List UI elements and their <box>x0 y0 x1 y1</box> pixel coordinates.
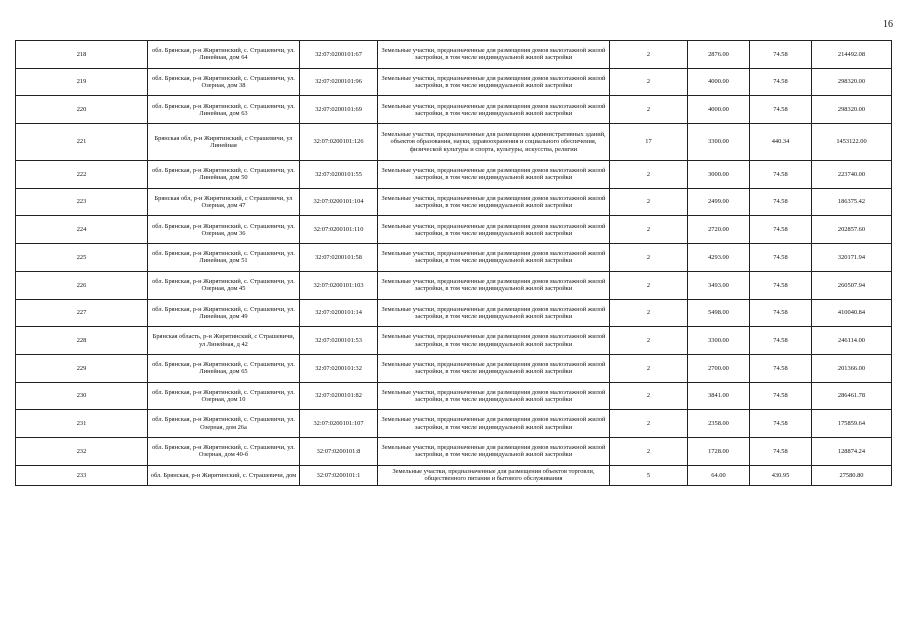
row-number-cell: 222 <box>16 161 148 189</box>
cadastral-value-cell: 410040.84 <box>812 299 892 327</box>
group-cell: 2 <box>610 216 688 244</box>
address-cell: обл. Брянская, р-н Жирятинский, с. Страшевичи, дом <box>148 465 300 485</box>
cadastral-number-cell: 32:07:0200101:104 <box>300 188 378 216</box>
address-cell: обл. Брянская, р-н Жирятинский, с. Страшевичи, ул. Линейная, дом 51 <box>148 244 300 272</box>
cadastral-value-cell: 128874.24 <box>812 437 892 465</box>
area-cell: 5498.00 <box>688 299 750 327</box>
address-cell: обл. Брянская, р-н Жирятинский, с. Страшевичи, ул. Озерная, дом 26а <box>148 410 300 438</box>
cadastral-number-cell: 32:07:0200101:53 <box>300 327 378 355</box>
group-cell: 2 <box>610 354 688 382</box>
area-cell: 2358.00 <box>688 410 750 438</box>
table-row <box>16 382 892 410</box>
specific-value-cell: 74.58 <box>750 382 812 410</box>
group-cell: 2 <box>610 68 688 96</box>
area-cell: 3300.00 <box>688 124 750 161</box>
cadastral-value-cell: 298320.00 <box>812 96 892 124</box>
address-cell: обл. Брянская, р-н Жирятинский, с. Страшевичи, ул. Озерная, дом 10 <box>148 382 300 410</box>
land-use-cell: Земельные участки, предназначенные для размещения домов малоэтажной жилой застройки, в том числе индивидуальной жилой застройки <box>378 161 610 189</box>
row-number-cell: 220 <box>16 96 148 124</box>
cadastral-value-cell: 246114.00 <box>812 327 892 355</box>
table-row <box>16 437 892 465</box>
cadastral-value-cell: 260507.94 <box>812 271 892 299</box>
cadastral-value-cell: 223740.00 <box>812 161 892 189</box>
group-cell: 2 <box>610 188 688 216</box>
cadastral-value-cell: 214492.08 <box>812 41 892 69</box>
row-number-cell: 230 <box>16 382 148 410</box>
specific-value-cell: 74.58 <box>750 327 812 355</box>
table-row <box>16 216 892 244</box>
address-cell: обл. Брянская, р-н Жирятинский, с. Страшевичи, ул. Линейная, дом 65 <box>148 354 300 382</box>
area-cell: 3841.00 <box>688 382 750 410</box>
land-use-cell: Земельные участки, предназначенные для размещения домов малоэтажной жилой застройки, в том числе индивидуальной жилой застройки <box>378 96 610 124</box>
area-cell: 4000.00 <box>688 96 750 124</box>
cadastral-number-cell: 32:07:0200101:82 <box>300 382 378 410</box>
area-cell: 2876.00 <box>688 41 750 69</box>
row-number-cell: 232 <box>16 437 148 465</box>
cadastral-number-cell: 32:07:0200101:126 <box>300 124 378 161</box>
land-use-cell: Земельные участки, предназначенные для размещения домов малоэтажной жилой застройки, в том числе индивидуальной жилой застройки <box>378 437 610 465</box>
row-number-cell: 218 <box>16 41 148 69</box>
row-number-cell: 228 <box>16 327 148 355</box>
table-row <box>16 299 892 327</box>
address-cell: обл. Брянская, р-н Жирятинский, с. Страшевичи, ул. Линейная, дом 50 <box>148 161 300 189</box>
land-use-cell: Земельные участки, предназначенные для размещения домов малоэтажной жилой застройки, в том числе индивидуальной жилой застройки <box>378 327 610 355</box>
specific-value-cell: 74.58 <box>750 410 812 438</box>
specific-value-cell: 440.34 <box>750 124 812 161</box>
specific-value-cell: 74.58 <box>750 244 812 272</box>
cadastral-number-cell: 32:07:0200101:55 <box>300 161 378 189</box>
specific-value-cell: 74.58 <box>750 161 812 189</box>
area-cell: 1728.00 <box>688 437 750 465</box>
specific-value-cell: 74.58 <box>750 68 812 96</box>
cadastral-value-cell: 175859.64 <box>812 410 892 438</box>
land-use-cell: Земельные участки, предназначенные для размещения домов малоэтажной жилой застройки, в том числе индивидуальной жилой застройки <box>378 188 610 216</box>
row-number-cell: 224 <box>16 216 148 244</box>
group-cell: 17 <box>610 124 688 161</box>
table-row <box>16 124 892 161</box>
land-use-cell: Земельные участки, предназначенные для размещения домов малоэтажной жилой застройки, в том числе индивидуальной жилой застройки <box>378 382 610 410</box>
land-use-cell: Земельные участки, предназначенные для размещения домов малоэтажной жилой застройки, в том числе индивидуальной жилой застройки <box>378 410 610 438</box>
address-cell: Брянская обл, р-н Жирятинский, с Страшевичи, ул Озерная, дом 47 <box>148 188 300 216</box>
specific-value-cell: 74.58 <box>750 271 812 299</box>
land-use-cell: Земельные участки, предназначенные для размещения домов малоэтажной жилой застройки, в том числе индивидуальной жилой застройки <box>378 244 610 272</box>
specific-value-cell: 74.58 <box>750 216 812 244</box>
row-number-cell: 233 <box>16 465 148 485</box>
land-use-cell: Земельные участки, предназначенные для размещения домов малоэтажной жилой застройки, в том числе индивидуальной жилой застройки <box>378 216 610 244</box>
cadastral-number-cell: 32:07:0200101:103 <box>300 271 378 299</box>
row-number-cell: 229 <box>16 354 148 382</box>
cadastral-value-cell: 1453122.00 <box>812 124 892 161</box>
cadastral-number-cell: 32:07:0200101:110 <box>300 216 378 244</box>
table-row <box>16 271 892 299</box>
address-cell: обл. Брянская, р-н Жирятинский, с. Страшевичи, ул. Озерная, дом 40-б <box>148 437 300 465</box>
group-cell: 2 <box>610 327 688 355</box>
cadastral-number-cell: 32:07:0200101:1 <box>300 465 378 485</box>
cadastral-value-cell: 202857.60 <box>812 216 892 244</box>
land-use-cell: Земельные участки, предназначенные для размещения домов малоэтажной жилой застройки, в том числе индивидуальной жилой застройки <box>378 41 610 69</box>
group-cell: 2 <box>610 382 688 410</box>
cadastral-number-cell: 32:07:0200101:32 <box>300 354 378 382</box>
table-row <box>16 161 892 189</box>
specific-value-cell: 74.58 <box>750 299 812 327</box>
page-number: 16 <box>883 19 893 30</box>
cadastral-value-cell: 320171.94 <box>812 244 892 272</box>
land-use-cell: Земельные участки, предназначенные для размещения административных зданий, объектов образования, науки, здравоохранения и социального обеспечения, физической культуры и спорта, культуры, искусства, религии <box>378 124 610 161</box>
table-row <box>16 96 892 124</box>
area-cell: 2720.00 <box>688 216 750 244</box>
table-row <box>16 327 892 355</box>
land-plot-table <box>15 40 892 486</box>
table-body <box>16 41 892 486</box>
group-cell: 2 <box>610 244 688 272</box>
address-cell: Брянская область, р-н Жирятинский, с Страшевичи, ул Линейная, д 42 <box>148 327 300 355</box>
group-cell: 2 <box>610 410 688 438</box>
cadastral-number-cell: 32:07:0200101:69 <box>300 96 378 124</box>
row-number-cell: 223 <box>16 188 148 216</box>
address-cell: обл. Брянская, р-н Жирятинский, с. Страшевичи, ул. Линейная, дом 63 <box>148 96 300 124</box>
group-cell: 2 <box>610 41 688 69</box>
land-use-cell: Земельные участки, предназначенные для размещения домов малоэтажной жилой застройки, в том числе индивидуальной жилой застройки <box>378 299 610 327</box>
area-cell: 3000.00 <box>688 161 750 189</box>
group-cell: 5 <box>610 465 688 485</box>
row-number-cell: 227 <box>16 299 148 327</box>
table-row <box>16 465 892 485</box>
specific-value-cell: 74.58 <box>750 354 812 382</box>
land-use-cell: Земельные участки, предназначенные для размещения домов малоэтажной жилой застройки, в том числе индивидуальной жилой застройки <box>378 271 610 299</box>
table-row <box>16 244 892 272</box>
address-cell: Брянская обл, р-н Жирятинский, с Страшевичи, ул Линейная <box>148 124 300 161</box>
specific-value-cell: 74.58 <box>750 188 812 216</box>
row-number-cell: 221 <box>16 124 148 161</box>
specific-value-cell: 74.58 <box>750 41 812 69</box>
specific-value-cell: 74.58 <box>750 437 812 465</box>
cadastral-value-cell: 27580.80 <box>812 465 892 485</box>
area-cell: 4000.00 <box>688 68 750 96</box>
table-row <box>16 354 892 382</box>
land-use-cell: Земельные участки, предназначенные для размещения объектов торговли, общественного питания и бытового обслуживания <box>378 465 610 485</box>
address-cell: обл. Брянская, р-н Жирятинский, с. Страшевичи, ул. Озерная, дом 38 <box>148 68 300 96</box>
area-cell: 2499.00 <box>688 188 750 216</box>
group-cell: 2 <box>610 161 688 189</box>
table-row <box>16 188 892 216</box>
group-cell: 2 <box>610 437 688 465</box>
table-row <box>16 410 892 438</box>
land-use-cell: Земельные участки, предназначенные для размещения домов малоэтажной жилой застройки, в том числе индивидуальной жилой застройки <box>378 68 610 96</box>
cadastral-value-cell: 186375.42 <box>812 188 892 216</box>
table-row <box>16 41 892 69</box>
cadastral-number-cell: 32:07:0200101:96 <box>300 68 378 96</box>
table-row <box>16 68 892 96</box>
area-cell: 4293.00 <box>688 244 750 272</box>
group-cell: 2 <box>610 271 688 299</box>
group-cell: 2 <box>610 299 688 327</box>
address-cell: обл. Брянская, р-н Жирятинский, с. Страшевичи, ул. Линейная, дом 64 <box>148 41 300 69</box>
cadastral-value-cell: 286461.78 <box>812 382 892 410</box>
cadastral-number-cell: 32:07:0200101:8 <box>300 437 378 465</box>
address-cell: обл. Брянская, р-н Жирятинский, с. Страшевичи, ул. Озерная, дом 45 <box>148 271 300 299</box>
cadastral-number-cell: 32:07:0200101:67 <box>300 41 378 69</box>
land-use-cell: Земельные участки, предназначенные для размещения домов малоэтажной жилой застройки, в том числе индивидуальной жилой застройки <box>378 354 610 382</box>
cadastral-value-cell: 298320.00 <box>812 68 892 96</box>
row-number-cell: 219 <box>16 68 148 96</box>
cadastral-number-cell: 32:07:0200101:58 <box>300 244 378 272</box>
address-cell: обл. Брянская, р-н Жирятинский, с. Страшевичи, ул. Линейная, дом 49 <box>148 299 300 327</box>
cadastral-value-cell: 201366.00 <box>812 354 892 382</box>
address-cell: обл. Брянская, р-н Жирятинский, с. Страшевичи, ул. Озерная, дом 36 <box>148 216 300 244</box>
cadastral-number-cell: 32:07:0200101:14 <box>300 299 378 327</box>
row-number-cell: 231 <box>16 410 148 438</box>
group-cell: 2 <box>610 96 688 124</box>
area-cell: 64.00 <box>688 465 750 485</box>
cadastral-number-cell: 32:07:0200101:107 <box>300 410 378 438</box>
area-cell: 2700.00 <box>688 354 750 382</box>
specific-value-cell: 74.58 <box>750 96 812 124</box>
area-cell: 3300.00 <box>688 327 750 355</box>
specific-value-cell: 430.95 <box>750 465 812 485</box>
row-number-cell: 226 <box>16 271 148 299</box>
row-number-cell: 225 <box>16 244 148 272</box>
area-cell: 3493.00 <box>688 271 750 299</box>
